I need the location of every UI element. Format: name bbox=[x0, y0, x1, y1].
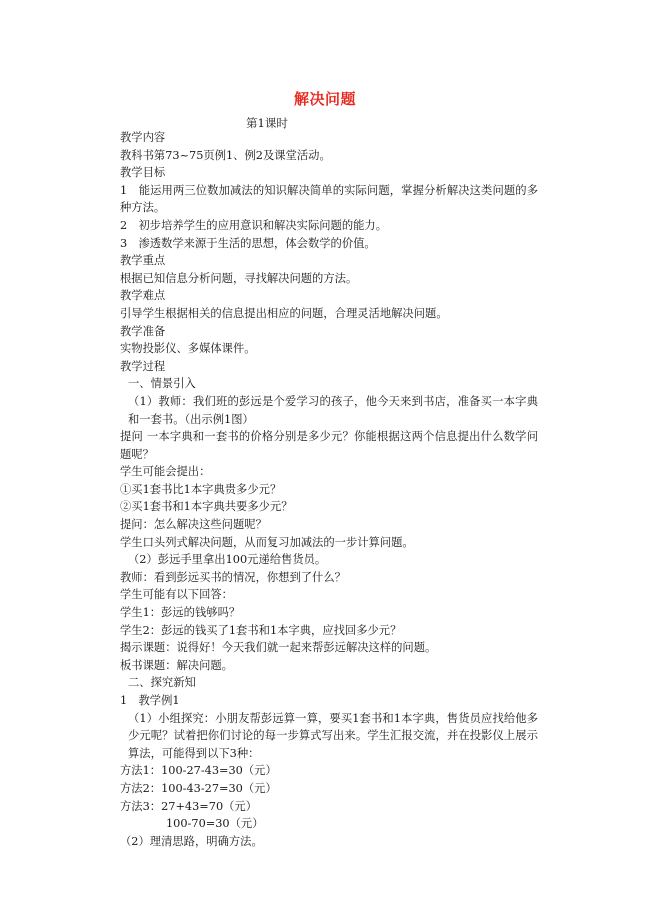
preparation-text: 实物投影仪、多媒体课件。 bbox=[120, 342, 256, 356]
heading-preparation: 教学准备 bbox=[120, 324, 166, 338]
method-1: 方法1：100-27-43=30（元） bbox=[120, 764, 277, 778]
paragraph: （2）理清思路，明确方法。 bbox=[120, 834, 263, 848]
paragraph: 1 教学例1 bbox=[120, 694, 180, 707]
difficulties-text: 引导学生根据相关的信息提出相应的问题，合理灵活地解决问题。 bbox=[120, 306, 448, 320]
document-title: 解决问题 bbox=[293, 90, 356, 108]
list-item: ①买1套书比1本字典贵多少元？ bbox=[120, 482, 282, 496]
paragraph: 学生口头列式解决问题，从而复习加减法的一步计算问题。 bbox=[120, 535, 414, 549]
part-1-heading: 一、情景引入 bbox=[128, 377, 196, 391]
goal-2: 2 初步培养学生的应用意识和解决实际问题的能力。 bbox=[120, 218, 388, 232]
paragraph: 教师：看到彭远买书的情况，你想到了什么？ bbox=[120, 570, 346, 584]
paragraph: 提问：怎么解决这些问题呢？ bbox=[120, 518, 267, 532]
paragraph: 揭示课题：说得好！今天我们就一起来帮彭远解决这样的问题。 bbox=[120, 641, 437, 655]
paragraph: 学生可能有以下回答： bbox=[120, 588, 233, 602]
part-2-heading: 二、探究新知 bbox=[128, 676, 196, 690]
document-body bbox=[120, 129, 538, 850]
goal-3: 3 渗透数学来源于生活的思想，体会数学的价值。 bbox=[120, 236, 376, 250]
paragraph: （1）教师：我们班的彭远是个爱学习的孩子，他今天来到书店，准备买一本字典和一套书。（出示例1图） bbox=[128, 394, 538, 426]
list-item: ②买1套书和1本字典共要多少元？ bbox=[120, 500, 293, 514]
key-points-text: 根据已知信息分析问题，寻找解决问题的方法。 bbox=[120, 271, 358, 285]
paragraph: （1）小组探究：小朋友帮彭远算一算，要买1套书和1本字典，售货员应找给他多少元呢？试着把你们讨论的每一步算式写出来。学生汇报交流，并在投影仪上展示算法，可能得到以下3种： bbox=[128, 711, 538, 760]
heading-process: 教学过程 bbox=[120, 359, 166, 373]
heading-content: 教学内容 bbox=[120, 131, 166, 144]
paragraph: （2）彭远手里拿出100元递给售货员。 bbox=[128, 553, 327, 567]
paragraph: 学生1：彭远的钱够吗？ bbox=[120, 606, 241, 620]
paragraph: 提问 一本字典和一套书的价格分别是多少元？你能根据这两个信息提出什么数学问题呢？ bbox=[120, 430, 538, 461]
method-2: 方法2：100-43-27=30（元） bbox=[120, 781, 277, 795]
heading-key-points: 教学重点 bbox=[120, 254, 166, 268]
paragraph: 板书课题：解决问题。 bbox=[120, 658, 233, 672]
heading-goals: 教学目标 bbox=[120, 166, 166, 180]
paragraph: 学生可能会提出： bbox=[120, 465, 211, 479]
paragraph: 学生2：彭远的钱买了1套书和1本字典，应找回多少元？ bbox=[120, 623, 402, 637]
goal-1: 1 能运用两三位数加减法的知识解决简单的实际问题，掌握分析解决这类问题的多种方法。 bbox=[120, 183, 538, 215]
lesson-number: 第1课时 bbox=[246, 116, 288, 130]
heading-difficulties: 教学难点 bbox=[120, 289, 166, 303]
method-3: 方法3：27+43=70（元） bbox=[120, 799, 258, 813]
method-3-step-2: 100-70=30（元） bbox=[166, 817, 264, 831]
content-text: 教科书第73~75页例1、例2及课堂活动。 bbox=[120, 148, 331, 162]
